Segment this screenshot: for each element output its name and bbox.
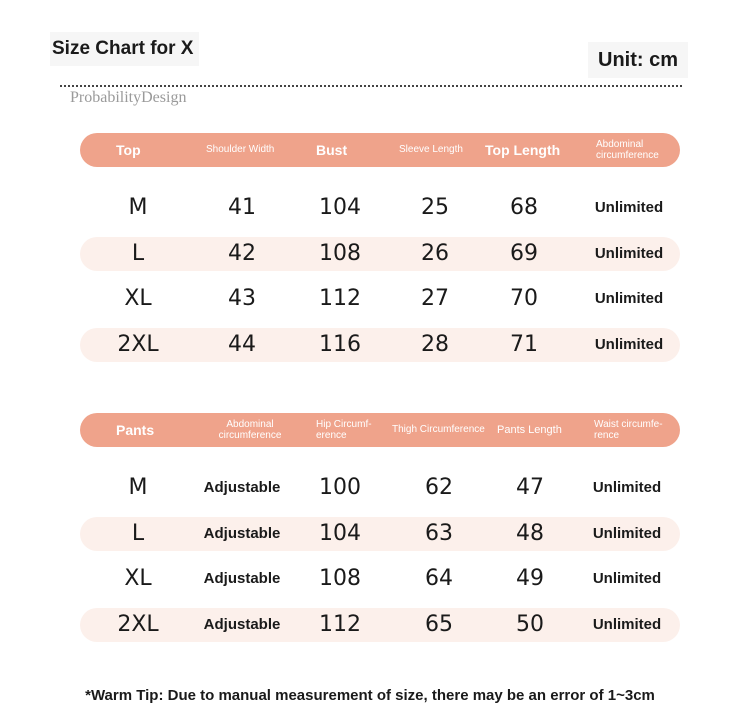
hip-cell: 100 xyxy=(319,475,361,500)
pants-length-cell: 47 xyxy=(516,475,544,500)
warm-tip: *Warm Tip: Due to manual measurement of size, there may be an error of 1~3cm xyxy=(85,687,655,704)
header-cell-waist-circumference: Waist circumfe-rence xyxy=(594,418,663,441)
header-cell-pants: Pants xyxy=(116,421,155,438)
unit-label: Unit: cm xyxy=(588,42,688,78)
top-length-cell: 71 xyxy=(510,332,538,357)
brand-watermark: ProbabilityDesign xyxy=(70,89,187,106)
hip-cell: 104 xyxy=(319,521,361,546)
table-row xyxy=(80,471,680,505)
abdominal-cell: Unlimited xyxy=(594,290,664,307)
sleeve-cell: 26 xyxy=(421,241,449,266)
abdominal-cell: Unlimited xyxy=(594,245,664,262)
waist-cell: Unlimited xyxy=(592,570,662,587)
table-row xyxy=(80,282,680,316)
dotted-divider xyxy=(60,85,682,87)
abdominal-cell: Adjustable xyxy=(203,525,281,542)
header-cell-bust: Bust xyxy=(316,141,348,158)
bust-cell: 116 xyxy=(319,332,361,357)
abdominal-cell: Adjustable xyxy=(203,616,281,633)
header-cell-top-length: Top Length xyxy=(485,141,561,158)
header-cell-top: Top xyxy=(116,141,141,158)
size-cell: L xyxy=(131,521,145,546)
page-title: Size Chart for X xyxy=(50,32,199,66)
header-cell-hip-circumference: Hip Circumf-erence xyxy=(316,418,372,441)
bust-cell: 104 xyxy=(319,195,361,220)
top-length-cell: 70 xyxy=(510,286,538,311)
top-length-cell: 68 xyxy=(510,195,538,220)
table-row xyxy=(80,608,680,642)
size-cell: M xyxy=(128,195,148,220)
table-row xyxy=(80,517,680,551)
shoulder-cell: 41 xyxy=(228,195,256,220)
thigh-cell: 64 xyxy=(425,566,453,591)
hip-cell: 112 xyxy=(319,612,361,637)
table-row xyxy=(80,191,680,225)
size-cell: 2XL xyxy=(117,332,159,357)
sleeve-cell: 27 xyxy=(421,286,449,311)
shoulder-cell: 42 xyxy=(228,241,256,266)
header-cell-sleeve-length: Sleeve Length xyxy=(399,144,463,156)
abdominal-cell: Unlimited xyxy=(594,336,664,353)
pants-length-cell: 48 xyxy=(516,521,544,546)
header-cell-abdominal-circumference: Abdominal circumference xyxy=(218,418,282,441)
thigh-cell: 65 xyxy=(425,612,453,637)
waist-cell: Unlimited xyxy=(592,525,662,542)
shoulder-cell: 44 xyxy=(228,332,256,357)
top-table-header xyxy=(80,133,680,167)
sleeve-cell: 28 xyxy=(421,332,449,357)
sleeve-cell: 25 xyxy=(421,195,449,220)
header-cell-shoulder-width: Shoulder Width xyxy=(206,144,275,156)
shoulder-cell: 43 xyxy=(228,286,256,311)
abdominal-cell: Unlimited xyxy=(594,199,664,216)
thigh-cell: 62 xyxy=(425,475,453,500)
thigh-cell: 63 xyxy=(425,521,453,546)
header-cell-abdominal-circumference: Abdominal circumference xyxy=(596,138,659,161)
size-cell: M xyxy=(128,475,148,500)
abdominal-cell: Adjustable xyxy=(203,570,281,587)
waist-cell: Unlimited xyxy=(592,479,662,496)
size-cell: XL xyxy=(124,286,152,311)
pants-table-header xyxy=(80,413,680,447)
bust-cell: 108 xyxy=(319,241,361,266)
size-cell: L xyxy=(131,241,145,266)
header-cell-pants-length: Pants Length xyxy=(497,423,562,436)
table-row xyxy=(80,562,680,596)
pants-length-cell: 49 xyxy=(516,566,544,591)
header-cell-thigh-circumference: Thigh Circumference xyxy=(392,424,485,436)
table-row xyxy=(80,237,680,271)
hip-cell: 108 xyxy=(319,566,361,591)
bust-cell: 112 xyxy=(319,286,361,311)
table-row xyxy=(80,328,680,362)
abdominal-cell: Adjustable xyxy=(203,479,281,496)
waist-cell: Unlimited xyxy=(592,616,662,633)
size-cell: XL xyxy=(124,566,152,591)
pants-length-cell: 50 xyxy=(516,612,544,637)
size-cell: 2XL xyxy=(117,612,159,637)
top-length-cell: 69 xyxy=(510,241,538,266)
